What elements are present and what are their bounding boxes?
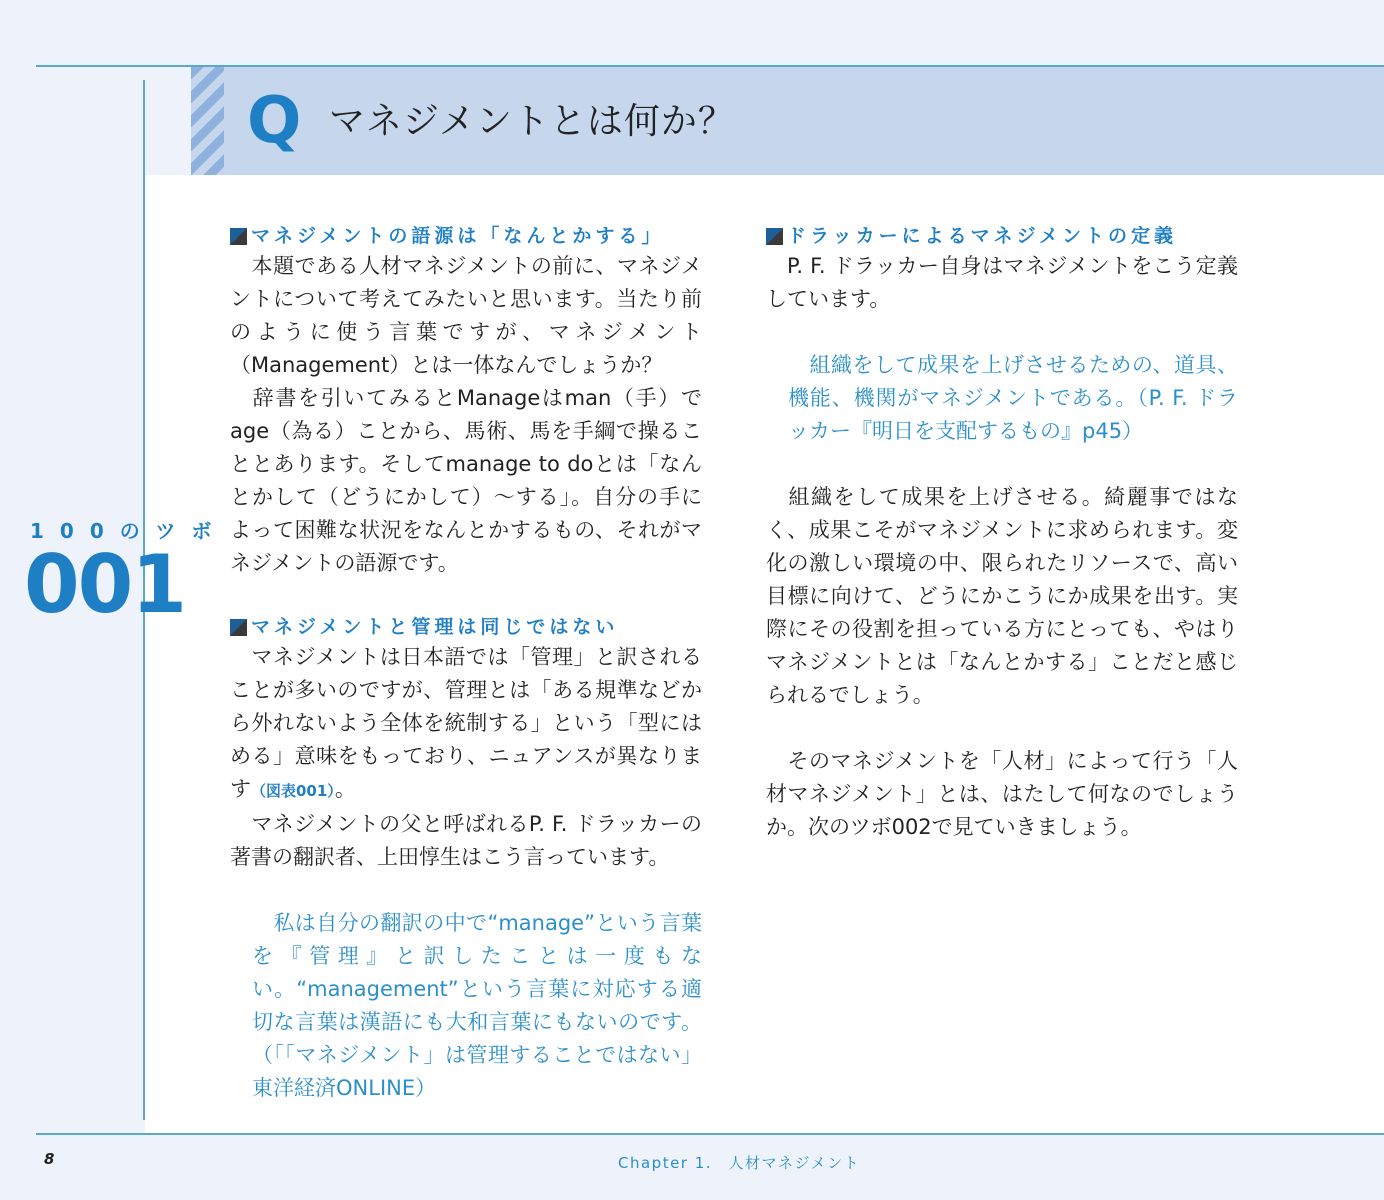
tsubo-label: 100のツボ [30, 519, 228, 543]
quotation: 私は自分の翻訳の中で“manage”という言葉を『管理』と訳したことは一度もない。“management”という言葉に対応する適切な言葉は漢語にも大和言葉にもないのです。（「「マネジメント」は管理することではない」東洋経済ONLINE） [252, 911, 702, 1100]
section-heading-etymology [230, 222, 702, 250]
left-column [230, 222, 702, 1105]
section-heading-text: マネジメントと管理は同じではない [251, 616, 619, 638]
question-header [191, 67, 1384, 175]
page-number: 8 [44, 1150, 55, 1168]
chapter-title: Chapter 1. 人材マネジメント [618, 1154, 861, 1172]
section-heading-text: ドラッカーによるマネジメントの定義 [787, 225, 1178, 247]
paragraph: マネジメントは日本語では「管理」と訳されることが多いのですが、管理とは「ある規準などから外れないよう全体を統制する」という「型にはめる」意味をもっており、ニュアンスが異なります（図表001）。 [230, 645, 702, 801]
bottom-rule [36, 1133, 1384, 1135]
q-mark: Q [247, 84, 302, 158]
right-column [766, 222, 1238, 844]
paragraph: マネジメントの父と呼ばれるP. F. ドラッカーの著書の翻訳者、上田惇生はこう言っています。 [230, 812, 702, 869]
square-bullet-icon [230, 619, 247, 636]
tsubo-number: 001 [24, 538, 185, 631]
quotation: 組織をして成果を上げさせるための、道具、機能、機関がマネジメントである。（P. F. ドラッカー『明日を支配するもの』p45） [788, 353, 1238, 443]
square-bullet-icon [230, 228, 247, 245]
square-bullet-icon [766, 228, 783, 245]
paragraph: P. F. ドラッカー自身はマネジメントをこう定義しています。 [766, 254, 1238, 311]
paragraph: 辞書を引いてみるとManageはman（手）でage（為る）ことから、馬術、馬を手綱で操ることとあります。そしてmanage to doとは「なんとかして（どうにかして）～する」。自分の手によって困難な状況をなんとかするもの、それがマネジメントの語源です。 [230, 386, 702, 575]
page-title: マネジメントとは何か？ [329, 101, 735, 142]
paragraph: 本題である人材マネジメントの前に、マネジメントについて考えてみたいと思います。当たり前のように使う言葉ですが、マネジメント（Management）とは一体なんでしょうか？ [230, 254, 702, 377]
paragraph: そのマネジメントを「人材」によって行う「人材マネジメント」とは、はたして何なのでしょうか。次のツボ002で見ていきましょう。 [766, 749, 1238, 839]
section-heading-text: マネジメントの語源は「なんとかする」 [251, 225, 665, 247]
section-heading-management-vs-control [230, 613, 702, 641]
section-heading-drucker-definition [766, 222, 1238, 250]
figure-reference: （図表001） [251, 782, 335, 800]
header-stripes [191, 67, 224, 175]
paragraph: 組織をして成果を上げさせる。綺麗事ではなく、成果こそがマネジメントに求められます。変化の激しい環境の中、限られたリソースで、高い目標に向けて、どうにかこうにか成果を出す。実際にその役割を担っている方にとっても、やはりマネジメントとは「なんとかする」ことだと感じられるでしょう。 [766, 485, 1238, 707]
